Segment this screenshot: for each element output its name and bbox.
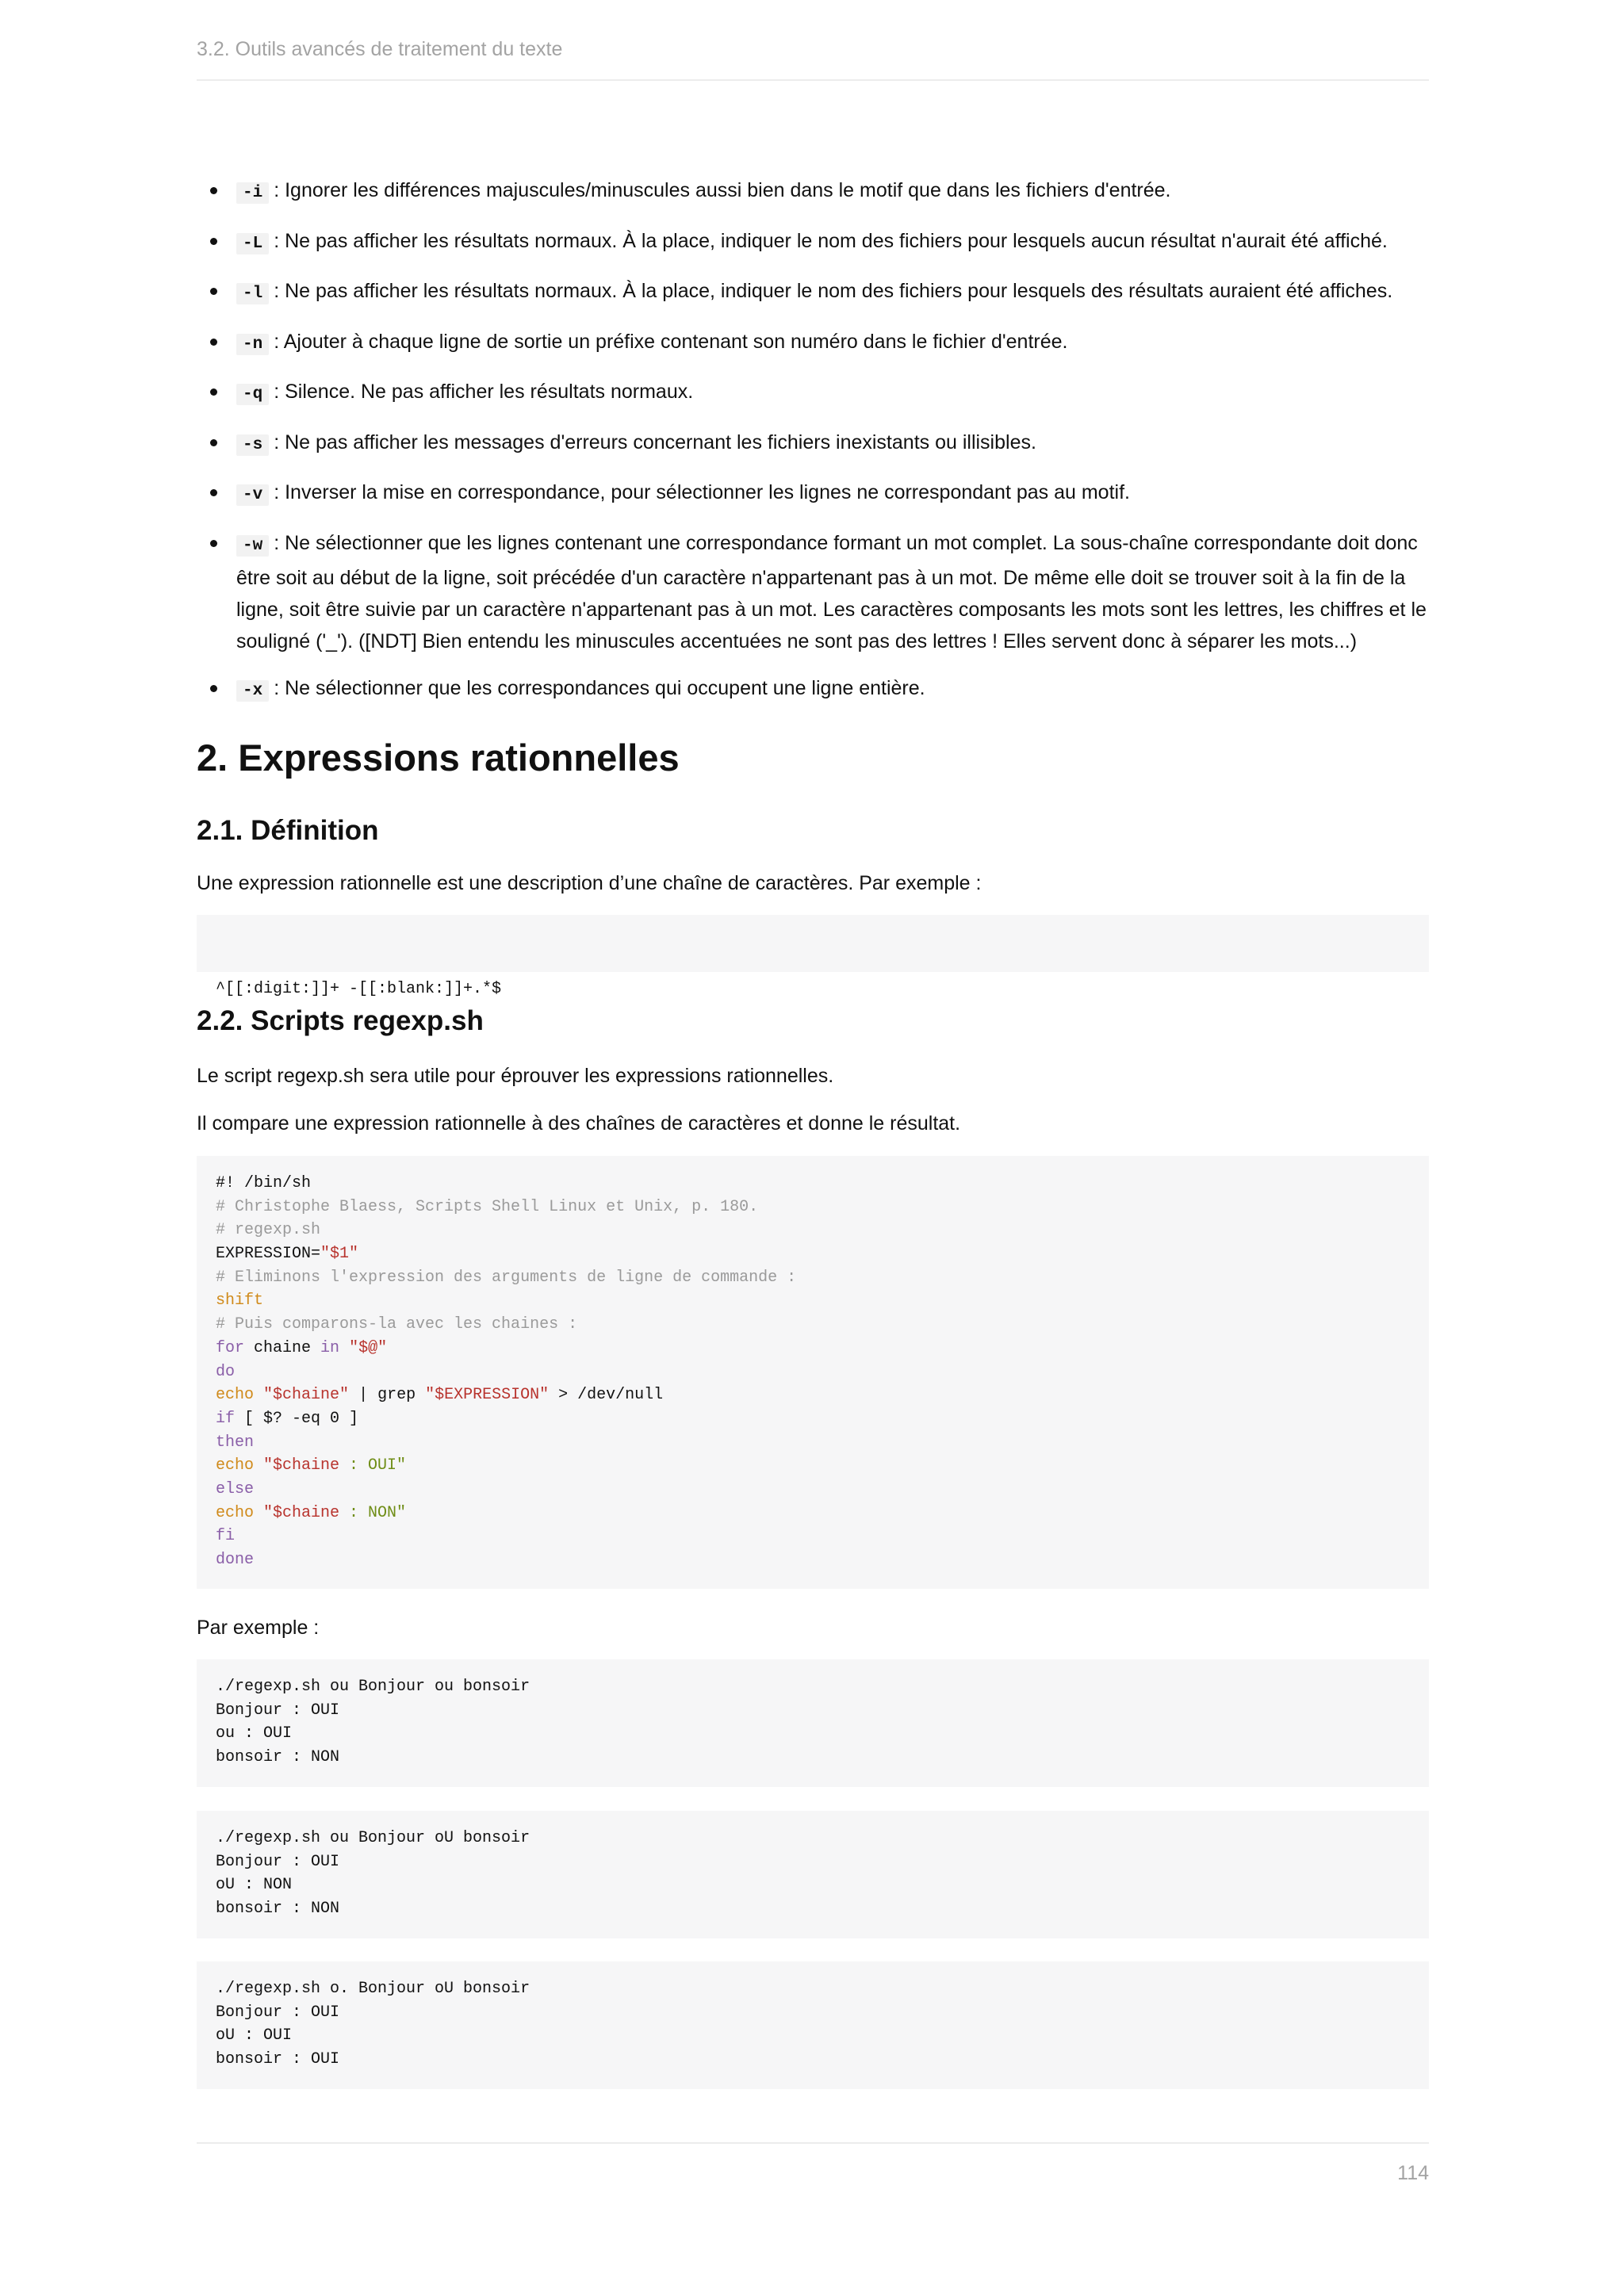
bullet-icon xyxy=(210,238,217,245)
running-header: 3.2. Outils avancés de traitement du texte xyxy=(197,38,563,60)
scripts-text-2: Il compare une expression rationnelle à des chaînes de caractères et donne le résultat. xyxy=(197,1112,961,1135)
definition-code-block xyxy=(197,915,1429,999)
code-token: [ $? -eq 0 ] xyxy=(235,1409,359,1428)
code-line xyxy=(216,1360,1410,1384)
code-line xyxy=(216,1383,1410,1407)
code-token: > /dev/null xyxy=(549,1386,664,1405)
option-description: : Inverser la mise en correspondance, pour sélectionner les lignes ne correspondant pas au motif. xyxy=(274,481,1130,503)
code-line: bonsoir : OUI xyxy=(216,2050,340,2069)
code-line xyxy=(216,1172,1410,1196)
option-item xyxy=(197,174,1429,209)
example-code-block xyxy=(197,1659,1429,1787)
option-item xyxy=(197,476,1429,511)
option-item xyxy=(197,527,1429,657)
code-line xyxy=(216,1407,1410,1431)
grep-options-list xyxy=(197,174,1429,707)
code-token: if xyxy=(216,1409,236,1428)
code-token: in xyxy=(320,1338,340,1357)
definition-text: Une expression rationnelle est une description d’une chaîne de caractères. Par exemple : xyxy=(197,872,982,894)
code-token: echo xyxy=(216,1456,255,1475)
option-item xyxy=(197,427,1429,461)
code-token: : NON" xyxy=(339,1503,407,1522)
code-line xyxy=(216,1196,1410,1219)
code-line xyxy=(216,1289,1410,1313)
code-token: do xyxy=(216,1362,236,1381)
code-line xyxy=(216,1313,1410,1337)
code-line: oU : NON xyxy=(216,1876,293,1895)
code-token: else xyxy=(216,1479,255,1498)
code-token: "$chaine" xyxy=(263,1386,350,1405)
option-flag: -v xyxy=(236,484,269,506)
option-description: : Ne sélectionner que les correspondances qui occupent une ligne entière. xyxy=(274,677,925,699)
code-token: # Eliminons l'expression des arguments de ligne de commande : xyxy=(216,1268,797,1287)
code-line xyxy=(216,1219,1410,1242)
option-item xyxy=(197,376,1429,411)
code-token: for xyxy=(216,1338,245,1357)
bullet-icon xyxy=(210,288,217,295)
code-line: Bonjour : OUI xyxy=(216,2003,340,2022)
code-line: bonsoir : NON xyxy=(216,1900,340,1919)
code-line xyxy=(216,1548,1410,1572)
bullet-icon xyxy=(210,540,217,547)
bullet-icon xyxy=(210,388,217,396)
code-line xyxy=(216,1454,1410,1478)
code-token: echo xyxy=(216,1503,255,1522)
option-description: : Ajouter à chaque ligne de sortie un préfixe contenant son numéro dans le fichier d'entrée. xyxy=(274,330,1068,353)
example-text: Par exemple : xyxy=(197,1617,320,1639)
code-token: fi xyxy=(216,1527,236,1546)
code-line xyxy=(216,1502,1410,1525)
code-line: ./regexp.sh ou Bonjour oU bonsoir xyxy=(216,1829,530,1847)
code-line xyxy=(216,1337,1410,1360)
option-description: : Ne sélectionner que les lignes contenant une correspondance formant un mot complet. La sous-chaîne correspondante doit donc être soit au début de la ligne, soit précédée d'un caractère n'appartenant pas à un mot. De même elle doit se trouver soit à la fin de la ligne, soit être suivie par un caractère n'appartenant pas à un mot. Les caractères composants les mots sont les lettres, les chiffres et le souligné ('_'). ([NDT] Bien entendu les minuscules accentuées ne sont pas des lettres ! Elles servent donc à séparer les mots...) xyxy=(236,531,1427,652)
subsection-title-definition: 2.1. Définition xyxy=(197,815,379,846)
option-item xyxy=(197,672,1429,707)
option-flag: -l xyxy=(236,283,269,304)
script-code-block xyxy=(197,1156,1429,1589)
code-token: #! /bin/sh xyxy=(216,1174,312,1192)
code-line xyxy=(216,1478,1410,1502)
code-token xyxy=(254,1456,263,1475)
page-number: 114 xyxy=(1397,2162,1429,2184)
option-item xyxy=(197,275,1429,310)
code-line xyxy=(216,1242,1410,1266)
code-token: echo xyxy=(216,1386,255,1405)
bullet-icon xyxy=(210,685,217,692)
example-code-block xyxy=(197,1961,1429,2089)
bullet-icon xyxy=(210,489,217,496)
option-flag: -i xyxy=(236,182,269,204)
option-item xyxy=(197,326,1429,361)
code-line: Bonjour : OUI xyxy=(216,1852,340,1871)
option-description: : Ne pas afficher les résultats normaux. À la place, indiquer le nom des fichiers pour lesquels des résultats auraient été affiches. xyxy=(274,280,1393,302)
section-title: 2. Expressions rationnelles xyxy=(197,737,680,779)
bullet-icon xyxy=(210,187,217,194)
content xyxy=(197,174,1429,723)
option-flag: -w xyxy=(236,535,269,557)
code-token: # regexp.sh xyxy=(216,1221,321,1240)
code-token xyxy=(254,1386,263,1404)
code-line: ./regexp.sh o. Bonjour oU bonsoir xyxy=(216,1980,530,1998)
code-token xyxy=(254,1504,263,1522)
option-flag: -x xyxy=(236,680,269,702)
code-token xyxy=(339,1339,349,1357)
code-line: ou : OUI xyxy=(216,1724,293,1743)
scripts-text-1: Le script regexp.sh sera utile pour éprouver les expressions rationnelles. xyxy=(197,1065,834,1087)
code-line: Bonjour : OUI xyxy=(216,1701,340,1720)
code-token: # Christophe Blaess, Scripts Shell Linux et Unix, p. 180. xyxy=(216,1197,759,1216)
code-token: # Puis comparons-la avec les chaines : xyxy=(216,1315,578,1334)
code-token: then xyxy=(216,1433,255,1452)
option-description: : Ignorer les différences majuscules/minuscules aussi bien dans le motif que dans les fichiers d'entrée. xyxy=(274,179,1171,201)
code-line: ^[[:digit:]]+ -[[:blank:]]+.*$ xyxy=(216,980,502,999)
code-line: ./regexp.sh ou Bonjour ou bonsoir xyxy=(216,1678,530,1696)
code-line xyxy=(216,1525,1410,1548)
bullet-icon xyxy=(210,339,217,346)
code-token: chaine xyxy=(244,1338,321,1357)
option-description: : Silence. Ne pas afficher les résultats normaux. xyxy=(274,381,694,403)
code-token: done xyxy=(216,1551,255,1569)
subsection-title-scripts: 2.2. Scripts regexp.sh xyxy=(197,1005,484,1036)
code-token: : OUI" xyxy=(339,1456,407,1475)
header-divider xyxy=(197,79,1429,81)
option-item xyxy=(197,225,1429,260)
option-flag: -n xyxy=(236,334,269,355)
option-description: : Ne pas afficher les messages d'erreurs concernant les fichiers inexistants ou illisibles. xyxy=(274,430,1036,453)
code-token: "$@" xyxy=(349,1338,388,1357)
option-flag: -s xyxy=(236,434,269,456)
code-line xyxy=(216,1431,1410,1455)
example-code-block xyxy=(197,1811,1429,1938)
code-token: EXPRESSION= xyxy=(216,1245,321,1264)
code-token: | grep xyxy=(349,1386,426,1405)
footer-divider xyxy=(197,2142,1429,2144)
code-line: oU : OUI xyxy=(216,2026,293,2045)
code-line xyxy=(216,1266,1410,1290)
option-flag: -L xyxy=(236,233,269,254)
option-flag: -q xyxy=(236,384,269,405)
code-token: "$chaine xyxy=(263,1456,340,1475)
bullet-icon xyxy=(210,439,217,446)
code-token: shift xyxy=(216,1292,264,1311)
code-token: "$EXPRESSION" xyxy=(425,1386,550,1405)
code-token: "$1" xyxy=(320,1245,359,1264)
option-description: : Ne pas afficher les résultats normaux. À la place, indiquer le nom des fichiers pour lesquels aucun résultat n'aurait été affiché. xyxy=(274,229,1388,252)
code-line: bonsoir : NON xyxy=(216,1748,340,1767)
code-token: "$chaine xyxy=(263,1503,340,1522)
